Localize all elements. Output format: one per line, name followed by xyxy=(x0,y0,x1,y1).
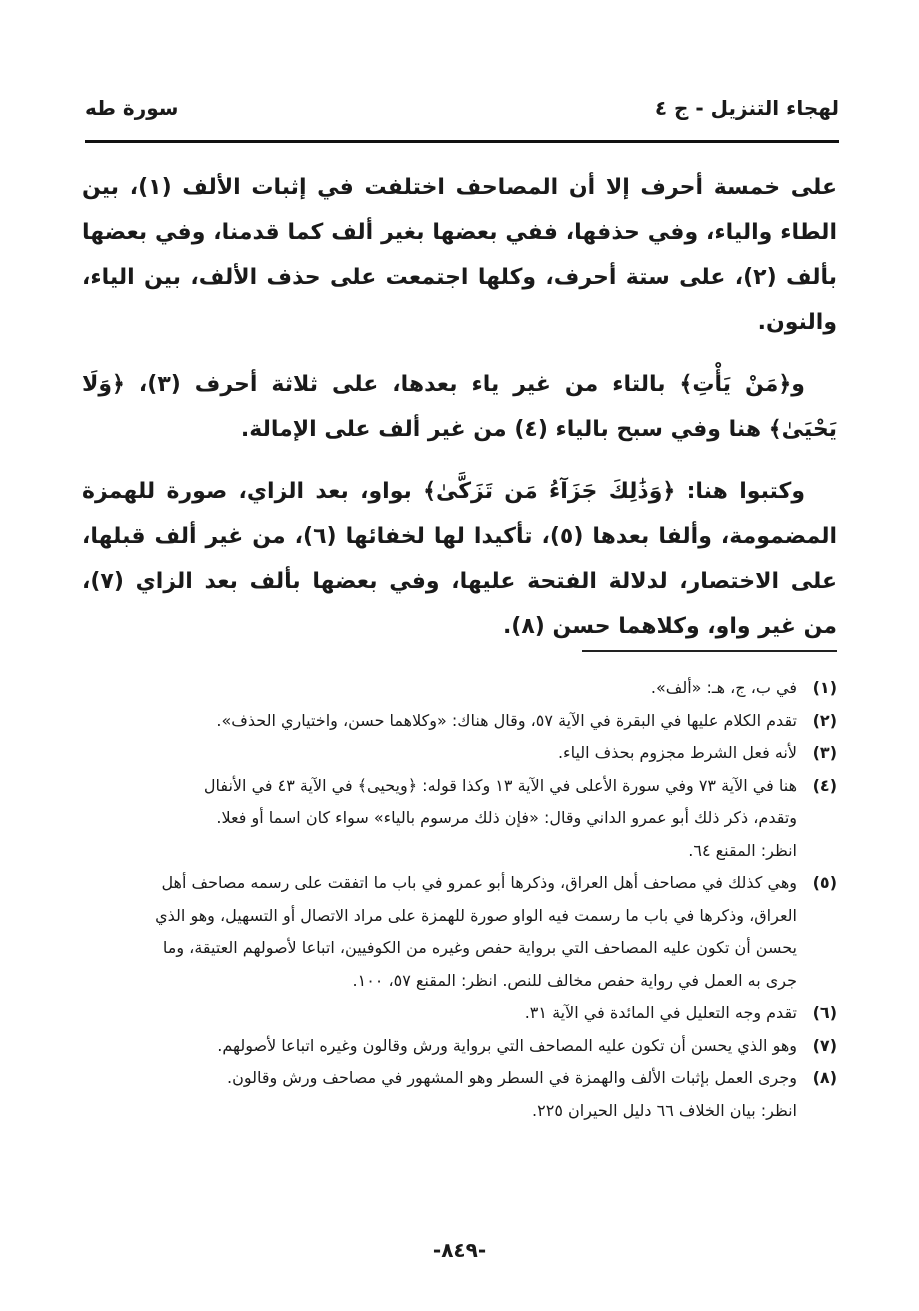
footnote-number: (٢) xyxy=(812,710,837,730)
footnote-line: يحسن أن تكون عليه المصاحف التي برواية حفص وغيره من الكوفيين، اتباعا لأصولهم العتيقة، وما xyxy=(162,938,797,957)
footnote-number: (٧) xyxy=(812,1035,837,1055)
footnotes xyxy=(80,672,837,1127)
footnote-2 xyxy=(80,705,837,738)
footnote-1 xyxy=(80,672,837,705)
footnote-line: تقدم وجه التعليل في المائدة في الآية ٣١. xyxy=(524,1003,797,1022)
footnote-line: وجرى العمل بإثبات الألف والهمزة في السطر وهو المشهور في مصاحف ورش وقالون. xyxy=(227,1068,797,1087)
book-title: لهجاء التنزيل - ج ٤ xyxy=(654,96,839,120)
footnote-line: تقدم الكلام عليها في البقرة في الآية ٥٧، وقال هناك: «وكلاهما حسن، واختياري الحذف». xyxy=(216,710,797,730)
footnote-6 xyxy=(80,997,837,1030)
main-text xyxy=(82,165,837,666)
footnote-line: وهو الذي يحسن أن تكون عليه المصاحف التي برواية ورش وقالون وغيره اتباعا لأصولهم. xyxy=(217,1035,797,1055)
paragraph-3: وكتبوا هنا: ﴿وَذَٰلِكَ جَزَآءُ مَن تَزَكَّىٰ﴾ بواو، بعد الزاي، صورة للهمزة المضمومة، وألفا بعدها (٥)، تأكيدا لها لخفائها (٦)، من غير ألف قبلها، على الاختصار، لدلالة الفتحة عليها، وفي بعضها بألف بعد الزاي (٧)، من غير واو، وكلاهما حسن (٨). xyxy=(82,479,838,639)
footnote-line: وتقدم، ذكر ذلك أبو عمرو الداني وقال: «فإن ذلك مرسوم بالياء» سواء كان اسما أو فعلا. xyxy=(216,808,797,827)
footnote-number: (٨) xyxy=(812,1068,837,1087)
footnote-number: (٥) xyxy=(812,873,837,892)
running-header xyxy=(85,92,839,143)
footnote-line: انظر: المقنع ٦٤. xyxy=(688,840,797,860)
footnote-line: هنا في الآية ٧٣ وفي سورة الأعلى في الآية ١٣ وكذا قوله: ﴿ويحيى﴾ في الآية ٤٣ في الأنفال xyxy=(203,775,797,795)
footnote-line: جرى به العمل في رواية حفص مخالف للنص. انظر: المقنع ٥٧، ١٠٠. xyxy=(352,970,797,990)
footnote-line: في ب، ج، هـ: «ألف». xyxy=(650,678,797,697)
footnote-3 xyxy=(80,737,837,770)
surah-name: سورة طه xyxy=(85,96,179,120)
footnote-4 xyxy=(80,770,837,868)
footnote-number: (٤) xyxy=(812,775,837,795)
footnote-line: انظر: بيان الخلاف ٦٦ دليل الحيران ٢٢٥. xyxy=(532,1100,797,1120)
footnote-line: العراق، وذكرها في باب ما رسمت فيه الواو صورة للهمزة على مراد الاتصال أو التسهيل، وهو الذي xyxy=(155,905,797,925)
footnote-line: لأنه فعل الشرط مجزوم بحذف الياء. xyxy=(557,743,797,762)
footnote-number: (٣) xyxy=(812,743,837,762)
footnote-5 xyxy=(80,867,837,997)
paragraph-1: على خمسة أحرف إلا أن المصاحف اختلفت في إثبات الألف (١)، بين الطاء والياء، وفي حذفها، ففي بعضها بغير ألف كما قدمنا، وفي بعضها بألف (٢)، على ستة أحرف، وكلها اجتمعت على حذف الألف، بين الياء، والنون. xyxy=(82,175,837,335)
footnote-8 xyxy=(80,1062,837,1127)
paragraph-2: و﴿مَنْ يَأْتِ﴾ بالتاء من غير ياء بعدها، على ثلاثة أحرف (٣)، ﴿وَلَا يَحْيَىٰ﴾ هنا وفي سبح بالياء (٤) من غير ألف على الإمالة. xyxy=(82,372,837,442)
footnote-line: وهي كذلك في مصاحف أهل العراق، وذكرها أبو عمرو في باب ما اتفقت على رسمه مصاحف أهل xyxy=(161,873,797,892)
footnote-separator xyxy=(582,650,837,652)
footnote-number: (٦) xyxy=(812,1003,837,1022)
page-number: -٨٤٩- xyxy=(432,1238,487,1262)
footnote-7 xyxy=(80,1030,837,1063)
footnote-number: (١) xyxy=(812,678,837,697)
